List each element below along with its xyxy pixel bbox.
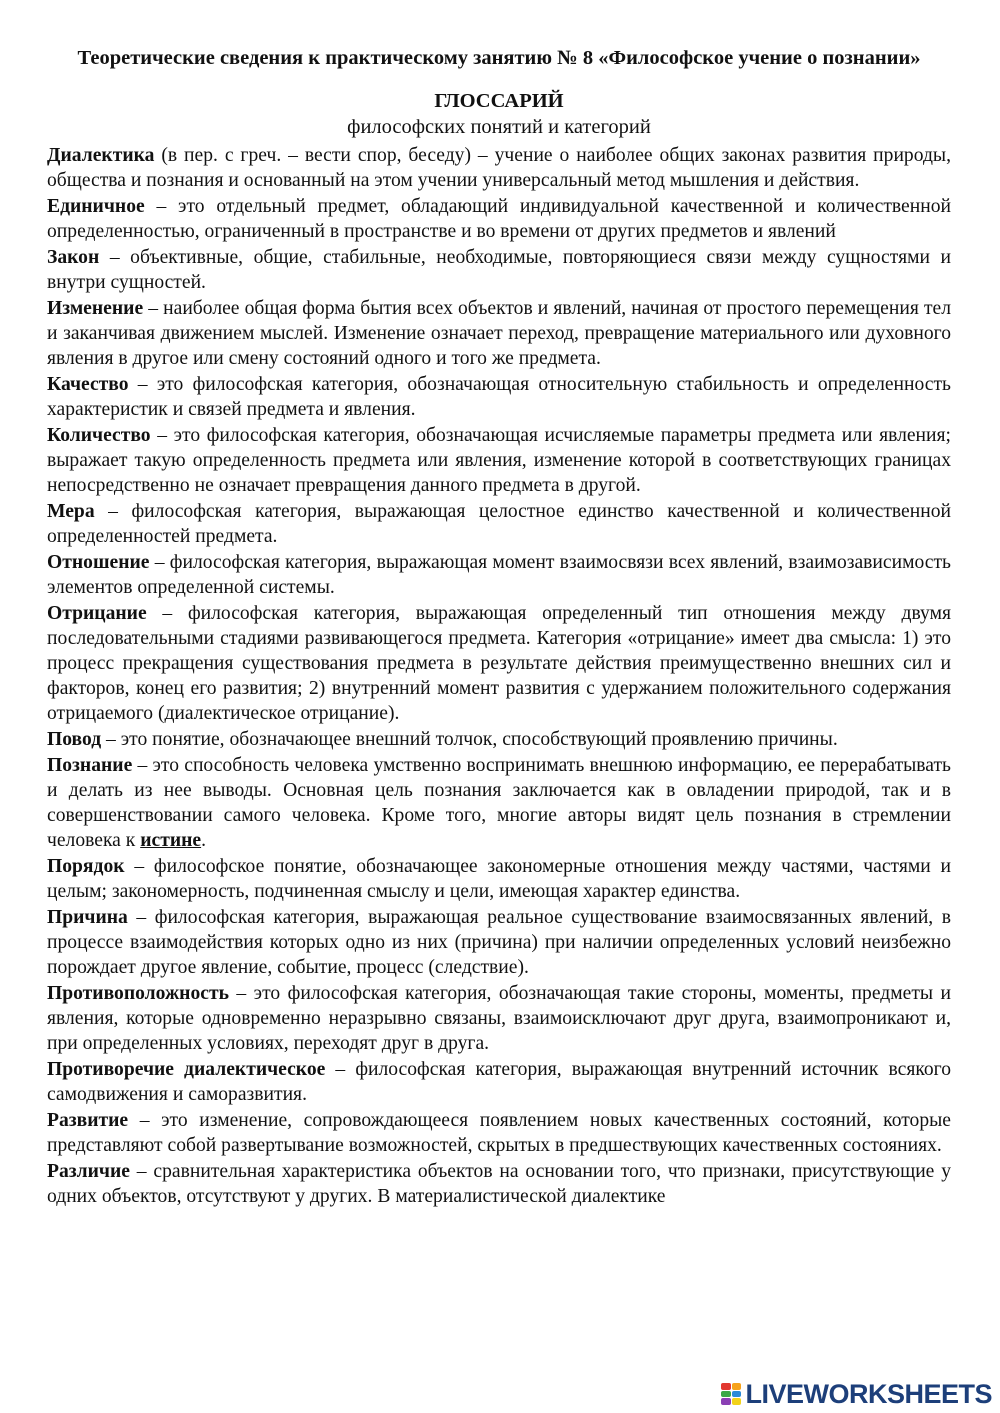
glossary-term: Различие: [47, 1161, 130, 1182]
logo-mark-square: [732, 1398, 742, 1405]
logo-mark-square: [721, 1398, 731, 1405]
liveworksheets-logo-text: LIVEWORKSHEETS: [745, 1378, 992, 1409]
glossary-entry: [47, 854, 951, 904]
glossary-term: Противоречие диалектическое: [47, 1059, 326, 1080]
glossary-entry: [47, 423, 951, 498]
glossary-term: Количество: [47, 425, 151, 446]
glossary-link[interactable]: истине: [140, 830, 202, 851]
document-page: [47, 44, 951, 1210]
glossary-term: Порядок: [47, 856, 125, 877]
glossary-definition: – объективные, общие, стабильные, необходимые, повторяющиеся связи между сущностями и внутри сущностей.: [47, 247, 951, 293]
glossary-entry: [47, 981, 951, 1056]
glossary-heading: ГЛОССАРИЙ: [434, 90, 564, 112]
glossary-definition: – это отдельный предмет, обладающий индивидуальной качественной и количественной определенностью, ограниченный в пространстве и во времени от других предметов и явлений: [47, 196, 951, 242]
glossary-term: Изменение: [47, 298, 144, 319]
glossary-term: Познание: [47, 755, 133, 776]
glossary-term: Развитие: [47, 1110, 129, 1131]
glossary-term: Единичное: [47, 196, 145, 217]
glossary-term: Качество: [47, 374, 129, 395]
logo-mark-square: [732, 1391, 742, 1398]
glossary-entry: [47, 753, 951, 853]
logo-mark-square: [721, 1383, 731, 1390]
glossary-entry: [47, 727, 951, 752]
glossary-definition: – философская категория, выражающая внутренний источник всякого самодвижения и саморазвития.: [47, 1059, 951, 1105]
glossary-definition: – философское понятие, обозначающее закономерные отношения между частями, частями и целым; закономерность, подчиненная смыслу и цели, имеющая характер единства.: [47, 856, 951, 902]
glossary-entry: [47, 296, 951, 371]
glossary-definition: – философская категория, выражающая определенный тип отношения между двумя последовательными стадиями развивающегося предмета. Категория «отрицание» имеет два смысла: 1) это процесс прекращения существования предмета в результате действия преимущественно внешних сил и факторов, конец его развития; 2) внутренний момент развития с удержанием положительного содержания отрицаемого (диалектическое отрицание).: [47, 603, 951, 724]
glossary-entry: [47, 499, 951, 549]
glossary-definition: – сравнительная характеристика объектов на основании того, что признаки, присутствующие у одних объектов, отсутствуют у других. В материалистической диалектике: [47, 1161, 951, 1207]
glossary-entry: [47, 905, 951, 980]
glossary-entry: [47, 1159, 951, 1209]
glossary-term: Причина: [47, 907, 128, 928]
glossary-entry: [47, 1108, 951, 1158]
glossary-term: Отношение: [47, 552, 150, 573]
glossary-term: Мера: [47, 501, 95, 522]
logo-mark-square: [721, 1391, 731, 1398]
glossary-definition: – наиболее общая форма бытия всех объектов и явлений, начиная от простого перемещения тел и заканчивая движением мыслей. Изменение означает переход, превращение материального или духовного явления в другое или смену состояний одного и того же предмета.: [47, 298, 951, 369]
glossary-definition-tail: .: [201, 830, 206, 851]
liveworksheets-logo: [721, 1378, 992, 1409]
logo-mark-square: [732, 1383, 742, 1390]
glossary-definition: – философская категория, выражающая момент взаимосвязи всех явлений, взаимозависимость элементов определенной системы.: [47, 552, 951, 598]
glossary-definition: – это философская категория, обозначающая такие стороны, моменты, предметы и явления, которые одновременно неразрывно связаны, взаимоисключают друг друга, взаимопроникают и, при определенных условиях, переходят друг в друга.: [47, 983, 951, 1054]
glossary-term: Отрицание: [47, 603, 147, 624]
glossary-definition: – это философская категория, обозначающая относительную стабильность и определенность характеристик и связей предмета и явления.: [47, 374, 951, 420]
glossary-definition: (в пер. с греч. – вести спор, беседу) – учение о наиболее общих законах развития природы, общества и познания и основанный на этом учении универсальный метод мышления и действия.: [47, 145, 951, 191]
page-title: Теоретические сведения к практическому занятию № 8 «Философское учение о познании»: [77, 47, 921, 69]
glossary-term: Диалектика: [47, 145, 155, 166]
glossary-entry: [47, 194, 951, 244]
glossary-definition: – это понятие, обозначающее внешний толчок, способствующий проявлению причины.: [101, 729, 838, 750]
glossary-definition: – это способность человека умственно воспринимать внешнюю информацию, ее перерабатывать и делать из нее выводы. Основная цель познания заключается как в овладении природой, так и в совершенствовании самого человека. Кроме того, многие авторы видят цель познания в стремлении человека к: [47, 755, 951, 851]
glossary-term: Повод: [47, 729, 102, 750]
glossary-entry: [47, 1057, 951, 1107]
glossary-definition: – философская категория, выражающая целостное единство качественной и количественной определенностей предмета.: [47, 501, 951, 547]
glossary-entry: [47, 372, 951, 422]
glossary-entry: [47, 550, 951, 600]
glossary-entry: [47, 143, 951, 193]
glossary-definition: – это изменение, сопровождающееся появлением новых качественных состояний, которые представляют собой развертывание возможностей, скрытых в предшествующих качественных состояниях.: [47, 1110, 951, 1156]
liveworksheets-logo-icon: [721, 1383, 741, 1405]
glossary-entry: [47, 245, 951, 295]
glossary-definition: – философская категория, выражающая реальное существование взаимосвязанных явлений, в процессе взаимодействия которых одно из них (причина) при наличии определенных условий неизбежно порождает другое явление, событие, процесс (следствие).: [47, 907, 951, 978]
glossary-subheading: философских понятий и категорий: [347, 116, 651, 138]
glossary-term: Закон: [47, 247, 100, 268]
glossary-entries: [47, 143, 951, 1209]
glossary-definition: – это философская категория, обозначающая исчисляемые параметры предмета или явления; выражает такую определенность предмета или явления, изменение которой в соответствующих границах непосредственно не означает превращения данного предмета в другой.: [47, 425, 951, 496]
glossary-term: Противоположность: [47, 983, 229, 1004]
glossary-entry: [47, 601, 951, 726]
